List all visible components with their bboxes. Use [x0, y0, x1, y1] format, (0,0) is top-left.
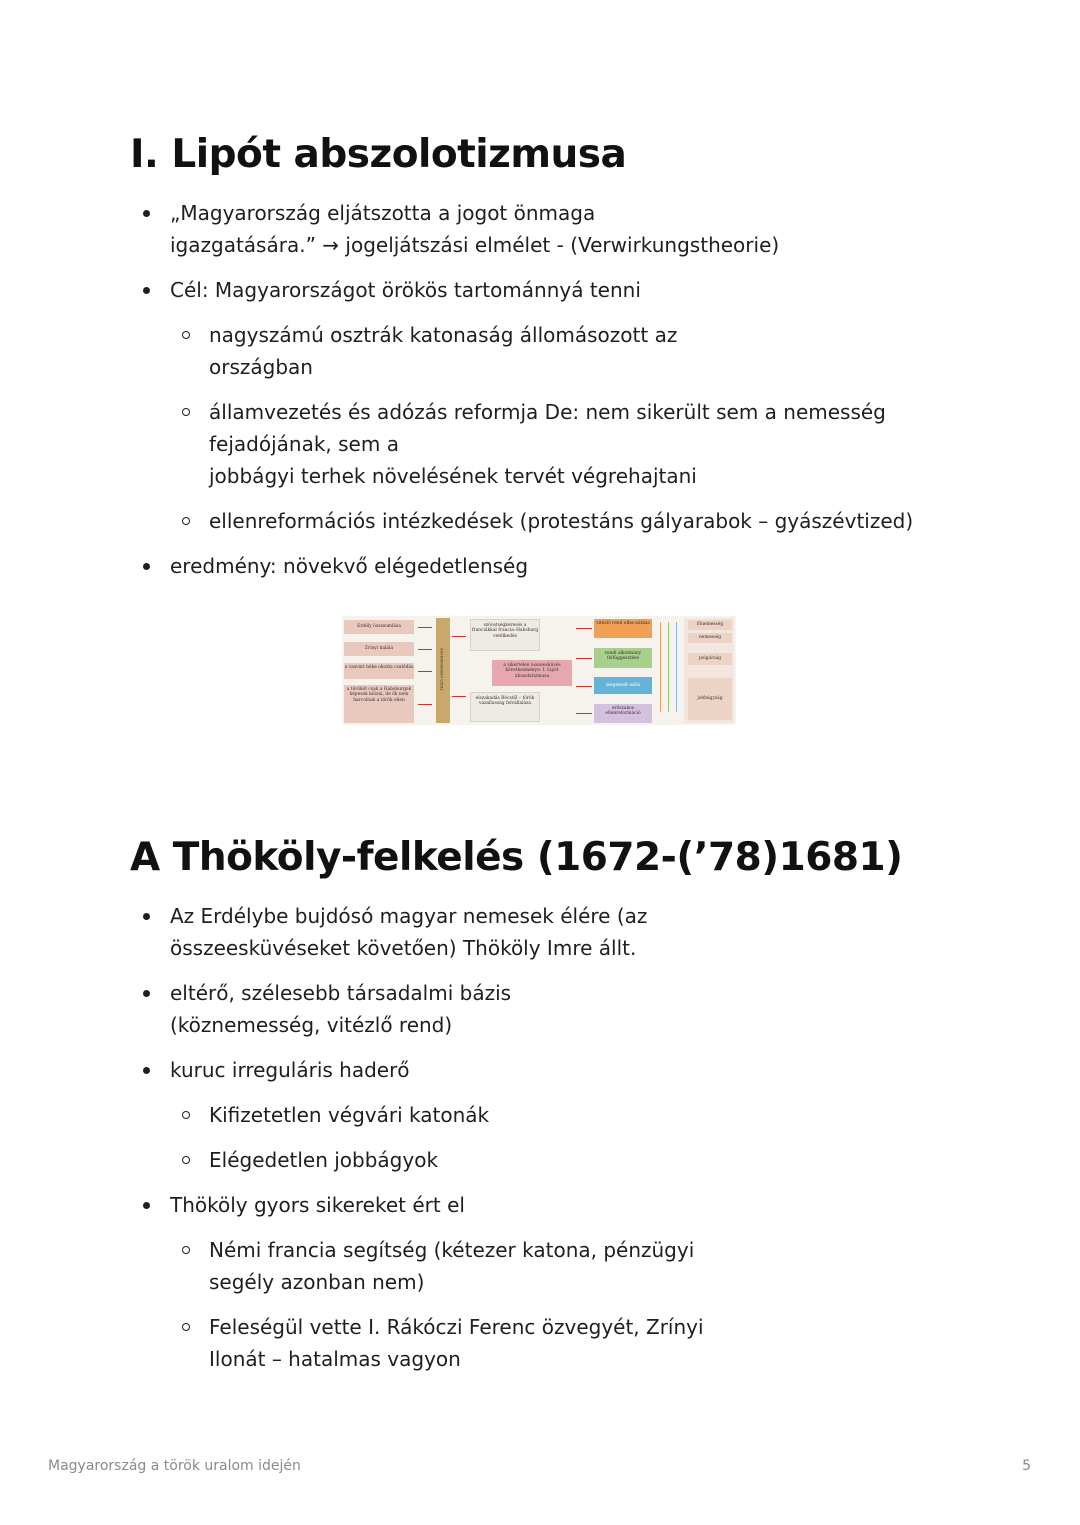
text-line: Az Erdélybe bujdósó magyar nemesek élére (az — [170, 904, 648, 928]
text-line: államvezetés és adózás reformja De: nem sikerült sem a nemesség — [209, 400, 886, 424]
diagram-far-box: jobbágyság — [688, 678, 732, 720]
diagram-arrow — [452, 636, 466, 637]
diagram-arrow — [576, 628, 592, 629]
page-number: 5 — [1022, 1458, 1031, 1474]
text-line: Kifizetetlen végvári katonák — [209, 1103, 490, 1127]
text-line: eltérő, szélesebb társadalmi bázis — [170, 981, 512, 1005]
sub-list-item — [170, 1099, 960, 1131]
text-line: összeesküvéseket követően) Thököly Imre állt. — [170, 936, 637, 960]
list-item — [140, 1054, 960, 1176]
list-item — [140, 1189, 960, 1375]
text-line: Ilonát – hatalmas vagyon — [209, 1347, 461, 1371]
diagram-far-box: polgárság — [688, 653, 732, 665]
text-line: országban — [209, 355, 313, 379]
cause-effect-diagram — [342, 616, 736, 725]
text-line: Thököly gyors sikereket ért el — [170, 1193, 465, 1217]
text-line: igazgatására.” → jogeljátszási elmélet - (Verwirkungstheorie) — [170, 233, 780, 257]
sub-list-item — [170, 1234, 960, 1298]
diagram-connector — [676, 622, 677, 712]
diagram-left-box: a törököt csak a Habsburgok képesek kiűzni, de ők nem harcolnak a török ellen — [344, 685, 414, 723]
text-line: fejadójának, sem a — [209, 432, 399, 456]
list-item — [140, 550, 960, 582]
diagram-mid-top: szövetségkeresés a franciákkal francia–Habsburg vetélkedés — [470, 619, 540, 651]
diagram-right-box: rendi alkotmány felfüggesztése — [594, 648, 652, 668]
diagram-right-box: erőszakos ellenreformáció — [594, 704, 652, 723]
text-line: jobbágyi terhek növelésének tervét végrehajtani — [209, 464, 697, 488]
diagram-arrow — [576, 686, 592, 687]
diagram-arrow — [452, 696, 466, 697]
diagram-connector — [668, 622, 669, 712]
text-line: ellenreformációs intézkedések (protestáns gályarabok – gyászévtized) — [209, 509, 914, 533]
diagram-far-box: főnemesség — [688, 620, 732, 630]
list-item — [140, 977, 960, 1041]
diagram-arrow — [576, 658, 592, 659]
text-line: (köznemesség, vitézlő rend) — [170, 1013, 453, 1037]
list-item — [140, 197, 960, 261]
section-title-thokoly: A Thököly-felkelés (1672-(’78)1681) — [130, 835, 903, 880]
sub-list — [170, 319, 960, 537]
footer-document-title: Magyarország a török uralom idején — [48, 1458, 301, 1474]
diagram-left-box: a vasvári béke okozta csalódás — [344, 663, 414, 679]
diagram-connector — [660, 622, 661, 712]
diagram-arrow — [576, 713, 592, 714]
text-line: „Magyarország eljátszotta a jogot önmaga — [170, 201, 596, 225]
diagram-arrow — [418, 671, 432, 672]
text-line: Cél: Magyarországot örökös tartománnyá tenni — [170, 278, 641, 302]
sub-list-item — [170, 505, 960, 537]
lipot-bullet-list — [140, 197, 960, 595]
thokoly-bullet-list — [140, 900, 960, 1388]
diagram-arrow — [418, 704, 432, 705]
text-line: Feleségül vette I. Rákóczi Ferenc özvegyét, Zrínyi — [209, 1315, 704, 1339]
diagram-mid-center: a sikertelen összeesküvés következménye: I. Lipót abszolutizmusa — [492, 660, 572, 686]
diagram-left-box: Zrínyi halála — [344, 642, 414, 656]
sub-list — [170, 1234, 960, 1375]
text-line: eredmény: növekvő elégedetlenség — [170, 554, 529, 578]
diagram-vertical-label: főúri összeesküvés — [440, 648, 445, 690]
list-item — [140, 900, 960, 964]
text-line: Elégedetlen jobbágyok — [209, 1148, 439, 1172]
text-line: Némi francia segítség (kétezer katona, pénzügyi — [209, 1238, 695, 1262]
text-line: kuruc irreguláris haderő — [170, 1058, 410, 1082]
diagram-left-box: Erdély összeomlása — [344, 620, 414, 634]
list-item — [140, 274, 960, 537]
text-line: nagyszámú osztrák katonaság állomásozott az — [209, 323, 678, 347]
diagram-arrow — [418, 649, 432, 650]
diagram-right-box: vitézlő rend elbocsátása — [594, 619, 652, 638]
section-title-lipot: I. Lipót abszolotizmusa — [130, 132, 627, 177]
sub-list-item — [170, 1144, 960, 1176]
sub-list-item — [170, 319, 960, 383]
text-line: segély azonban nem) — [209, 1270, 425, 1294]
diagram-right-box: megemelt adók — [594, 677, 652, 694]
diagram-arrow — [418, 627, 432, 628]
sub-list — [170, 1099, 960, 1176]
diagram-far-box: nemesség — [688, 633, 732, 643]
diagram-mid-bottom: elszakadás Bécstől – török vazallusság felvállalása — [470, 692, 540, 722]
sub-list-item — [170, 396, 960, 492]
sub-list-item — [170, 1311, 960, 1375]
